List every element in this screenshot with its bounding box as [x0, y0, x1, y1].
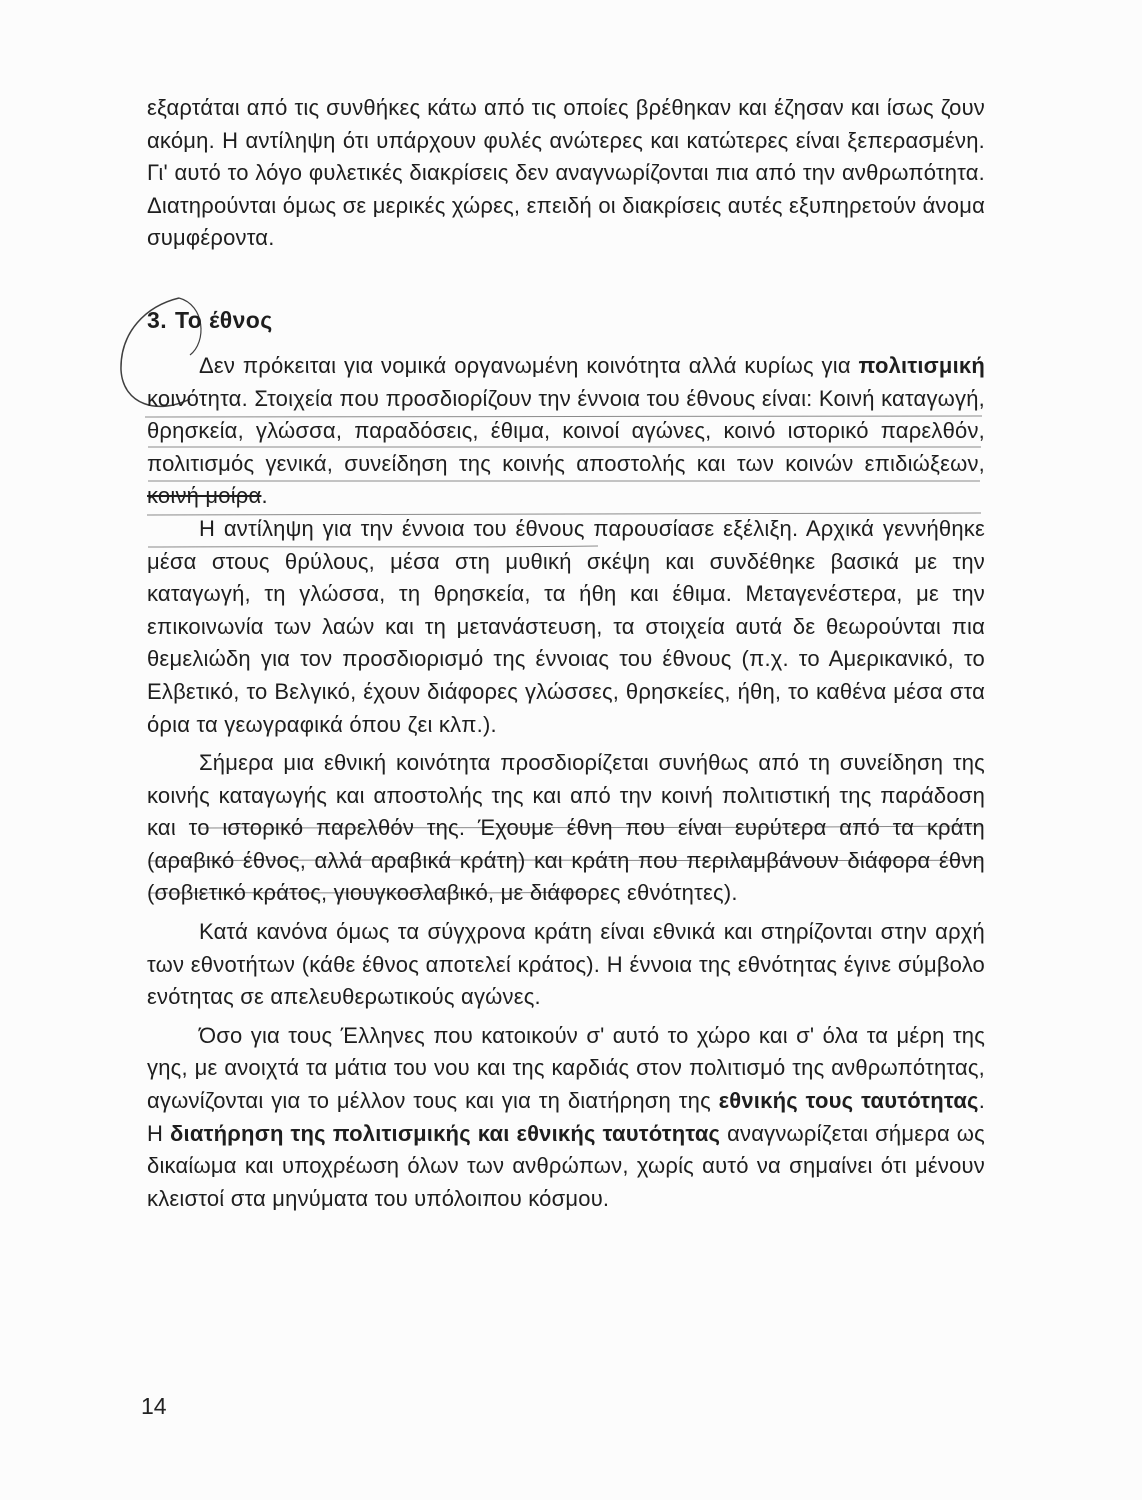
section-number: 3.: [147, 306, 167, 333]
section-heading: [147, 303, 985, 337]
paragraph-text: . Η: [147, 1088, 985, 1146]
page-number: 14: [141, 1393, 167, 1419]
paragraph-text: Όσο για τους Έλληνες που κατοικούν σ' αυτό το χώρο και σ' όλα τα μέρη της γης, με ανοιχτά τα μάτια του νου και της καρδιάς στον πολιτισμό της ανθρωπότητας, αγωνίζονται για το μέλλον τους και για τη διατήρηση της: [147, 1022, 985, 1114]
modern-nation-paragraph: Σήμερα μια εθνική κοινότητα προσδιορίζεται συνήθως από τη συνείδηση της κοινής καταγωγής και αποστολής της και από την κοινή πολιτιστική της παράδοση και το ιστορικό παρελθόν της. Έχουμε έθνη που είναι ευρύτερα από τα κράτη (αραβικό έθνος, αλλά αραβικά κράτη) και κράτη που περιλαμβάνουν διάφορα έθνη (σοβιετικό κράτος, γιουγκοσλαβικό, με διάφορες εθνότητες).: [147, 750, 985, 906]
paragraph-text: Δεν πρόκειται για νομικά οργανωμένη κοινότητα αλλά κυρίως για: [199, 352, 859, 378]
bold-term: εθνικής τους ταυτότητας: [718, 1088, 979, 1114]
nation-states-paragraph: Κατά κανόνα όμως τα σύγχρονα κράτη είναι εθνικά και στηρίζονται στην αρχή των εθνοτήτων (κάθε έθνος αποτελεί κράτος). Η έννοια της εθνότητας έγινε σύμβολο ενότητας σε απελευθερωτικούς αγώνες.: [147, 919, 985, 1010]
paragraph-text: κοινότητα. Στοιχεία που προσδιορίζουν την έννοια του έθνους είναι: Κοινή καταγωγή, θρησκεία, γλώσσα, παραδόσεις, έθιμα, κοινοί αγώνες, κοινό ιστορικό παρελθόν, πολιτισμός γενικά, συνείδηση της κοινής αποστολής και των κοινών επιδιώξεων,: [147, 385, 985, 476]
struck-text: κοινή μοίρα: [147, 483, 262, 509]
paragraph-text: .: [261, 483, 268, 509]
section-title: Το έθνος: [174, 306, 273, 333]
greek-identity-paragraph: [147, 1020, 985, 1216]
intro-paragraph: εξαρτάται από τις συνθήκες κάτω από τις οποίες βρέθηκαν και έζησαν και ίσως ζουν ακόμη. Η αντίληψη ότι υπάρχουν φυλές ανώτερες και κατώτερες είναι ξεπερασμένη. Γι' αυτό το λόγο φυλετικές διακρίσεις δεν αναγνωρίζονται πια από την ανθρωπότητα. Διατηρούνται όμως σε μερικές χώρες, επειδή οι διακρίσεις αυτές εξυπηρετούν άνομα συμφέροντα.: [147, 95, 985, 251]
bold-term: πολιτισμική: [858, 352, 985, 378]
paragraph-text: αναγνωρίζεται σήμερα ως δικαίωμα και υποχρέωση όλων των ανθρώπων, χωρίς αυτό να σημαίνει ότι μένουν κλειστοί στα μηνύματα του υπόλοιπου κόσμου.: [147, 1120, 985, 1211]
page-content: [147, 92, 985, 1215]
nation-evolution-paragraph: Η αντίληψη για την έννοια του έθνους παρουσίασε εξέλιξη. Αρχικά γεννήθηκε μέσα στους θρύλους, μέσα στη μυθική σκέψη και συνδέθηκε βασικά με την καταγωγή, τη γλώσσα, τη θρησκεία, τα ήθη και έθιμα. Μεταγενέστερα, με την επικοινωνία των λαών και τη μετανάστευση, τα στοιχεία αυτά δε θεωρούνται πια θεμελιώδη για τον προσδιορισμό της έννοιας του έθνους (π.χ. το Αμερικανικό, το Ελβετικό, το Βελγικό, έχουν διάφορες γλώσσες, θρησκείες, ήθη, το καθένα μέσα στα όρια τα γεωγραφικά όπου ζει κλπ.).: [147, 515, 985, 737]
bold-term: διατήρηση της πολιτισμικής και εθνικής ταυτότητας: [170, 1120, 721, 1146]
nation-definition-paragraph: [147, 350, 985, 513]
